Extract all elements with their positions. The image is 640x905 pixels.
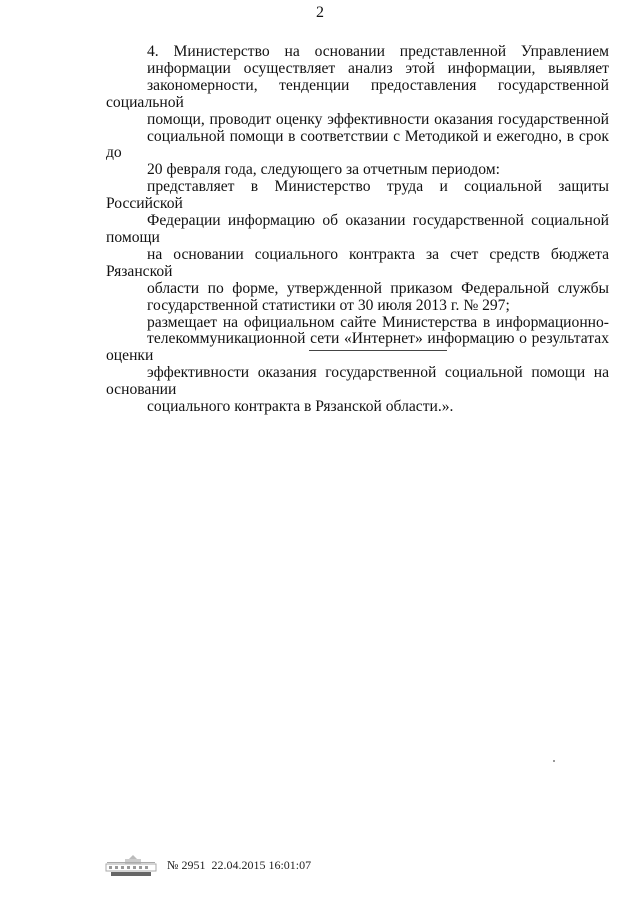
text-line: социальной помощи в соответствии с Методикой и ежегодно, в срок до xyxy=(106,127,609,162)
text-line: закономерности, тенденции предоставления государственной социальной xyxy=(106,76,609,111)
text-line: телекоммуникационной сети «Интернет» информацию о результатах оценки xyxy=(106,330,609,365)
page-number: 2 xyxy=(316,4,324,21)
scan-speck xyxy=(553,760,555,762)
registration-number-date: № 2951 22.04.2015 16:01:07 xyxy=(167,857,312,872)
paragraph-item-4 xyxy=(106,44,609,179)
text-line: помощи, проводит оценку эффективности оказания государственной xyxy=(147,110,609,128)
text-line: на основании социального контракта за счет средств бюджета Рязанской xyxy=(106,245,609,280)
paragraph-website-publication xyxy=(106,315,609,416)
text-line: области по форме, утвержденной приказом Федеральной службы xyxy=(147,279,609,297)
text-line: государственной статистики от 30 июля 2013 г. № 297; xyxy=(147,296,510,314)
paragraph-report-submission xyxy=(106,179,609,314)
text-line: представляет в Министерство труда и социальной защиты Российской xyxy=(106,178,609,213)
document-body xyxy=(106,44,609,416)
text-line: информации осуществляет анализ этой информации, выявляет xyxy=(147,59,609,77)
government-building-logo-icon xyxy=(103,853,159,877)
text-line: 20 февраля года, следующего за отчетным периодом: xyxy=(147,161,500,179)
text-line: эффективности оказания государственной социальной помощи на основании xyxy=(106,364,609,399)
registration-stamp xyxy=(103,853,311,877)
end-separator-line xyxy=(309,350,447,351)
text-line: 4. Министерство на основании представленной Управлением xyxy=(147,43,609,60)
text-line: Федерации информацию об оказании государственной социальной помощи xyxy=(106,212,609,246)
text-line: размещает на официальном сайте Министерства в информационно- xyxy=(147,313,609,331)
text-line: социального контракта в Рязанской области.». xyxy=(147,398,454,416)
